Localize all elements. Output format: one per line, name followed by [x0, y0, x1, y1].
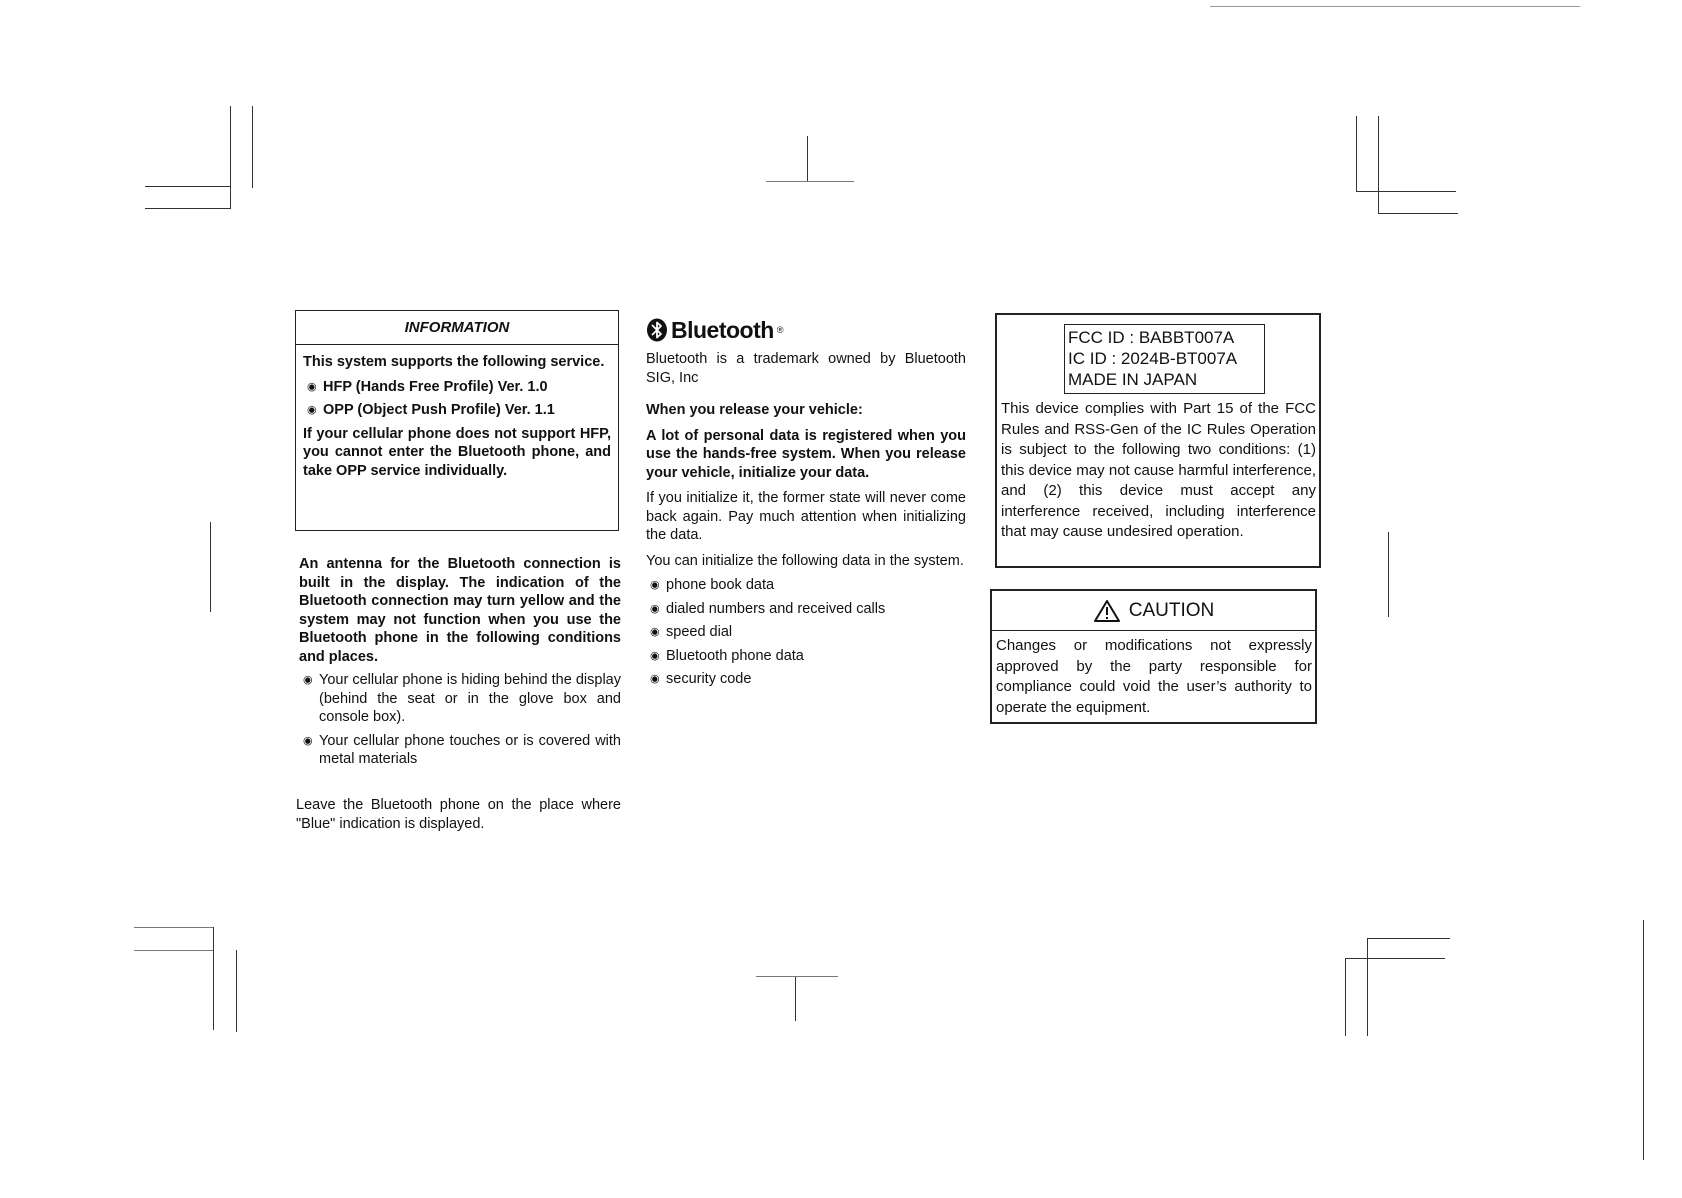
- bluetooth-logo-mark: ®: [776, 324, 784, 335]
- made-in: MADE IN JAPAN: [1068, 370, 1198, 389]
- information-note: If your cellular phone does not support HFP, you cannot enter the Bluetooth phone, and take OPP service individually.: [303, 425, 611, 479]
- fcc-box: [995, 313, 1321, 568]
- caution-box: [990, 589, 1317, 724]
- caution-header: [992, 591, 1315, 631]
- bluetooth-logo-text: Bluetooth: [671, 316, 774, 343]
- information-box: [295, 310, 619, 531]
- information-item-hfp: ◉ HFP (Hands Free Profile) Ver. 1.0: [303, 378, 611, 397]
- bluetooth-icon: [646, 318, 668, 342]
- release-heading: When you release your vehicle:: [646, 402, 863, 418]
- information-body: [296, 345, 618, 480]
- caution-text: Changes or modifications not expressly approved by the party responsible for compliance could void the user’s authority to operate the equipment.: [996, 637, 1312, 716]
- information-item-opp: ◉ OPP (Object Push Profile) Ver. 1.1: [303, 401, 611, 420]
- data-item-bt-phone: ◉ Bluetooth phone data: [646, 647, 966, 666]
- data-item-phonebook: ◉ phone book data: [646, 576, 966, 595]
- ic-id: IC ID : 2024B-BT007A: [1068, 349, 1238, 368]
- condition-item-metal: ◉ Your cellular phone touches or is covered with metal materials: [299, 732, 621, 769]
- initialize-intro: You can initialize the following data in the system.: [646, 552, 964, 569]
- leave-note-block: [296, 796, 621, 838]
- caution-title: CAUTION: [1128, 599, 1215, 621]
- fcc-id-label: [1064, 324, 1265, 394]
- information-intro: This system supports the following service.: [303, 354, 605, 370]
- information-title: INFORMATION: [296, 311, 618, 345]
- initialize-note: If you initialize it, the former state will never come back again. Pay much attention when initializing the data.: [646, 490, 966, 543]
- leave-note: Leave the Bluetooth phone on the place where "Blue" indication is displayed.: [296, 797, 621, 832]
- bluetooth-logo: [646, 318, 966, 342]
- release-warning: A lot of personal data is registered when you use the hands-free system. When you release your vehicle, initialize your data.: [646, 427, 966, 481]
- antenna-intro: An antenna for the Bluetooth connection is built in the display. The indication of the Bluetooth connection may turn yellow and the system may not function when you use the Bluetooth phone in the following conditions and places.: [299, 556, 621, 665]
- left-column: [299, 555, 621, 774]
- middle-column: [646, 318, 966, 694]
- fcc-compliance-text: This device complies with Part 15 of the FCC Rules and RSS-Gen of the IC Rules Operation is subject to the following two conditions: (1) this device may not cause harmful interference, and (2) this device must accept any interference received, including interference that may cause undesired operation.: [1001, 400, 1316, 540]
- fcc-id: FCC ID : BABBT007A: [1068, 328, 1235, 347]
- data-item-speed-dial: ◉ speed dial: [646, 623, 966, 642]
- data-item-dialed: ◉ dialed numbers and received calls: [646, 600, 966, 619]
- warning-triangle-icon: [1093, 599, 1121, 623]
- data-item-security: ◉ security code: [646, 670, 966, 689]
- trademark-text: Bluetooth is a trademark owned by Bluetooth SIG, Inc: [646, 351, 966, 386]
- condition-item-hiding: ◉ Your cellular phone is hiding behind the display (behind the seat or in the glove box and console box).: [299, 671, 621, 727]
